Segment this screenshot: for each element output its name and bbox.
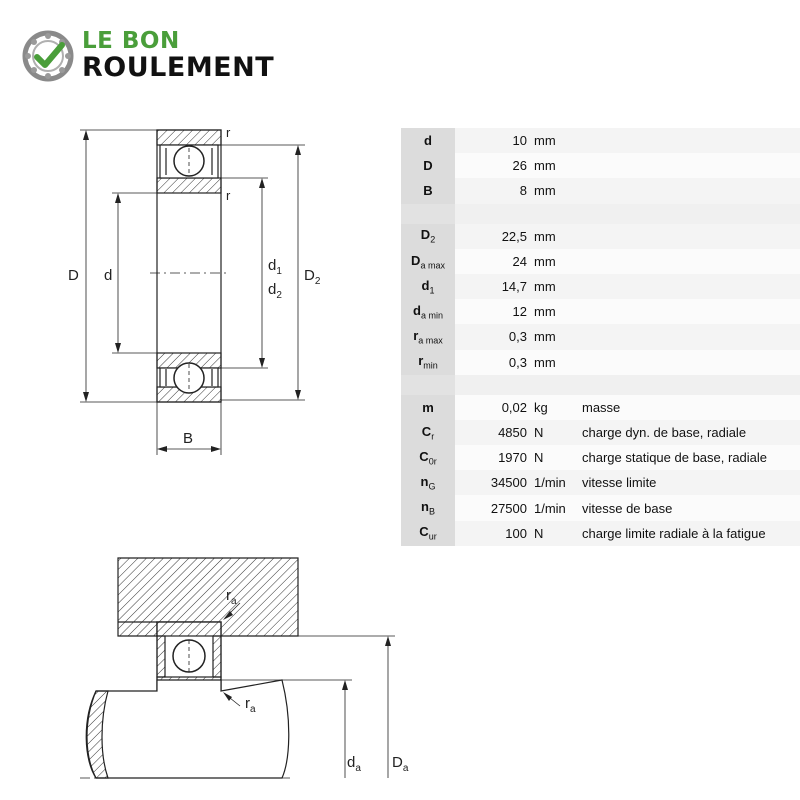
- label-d: d: [104, 267, 113, 284]
- group-separator: [401, 204, 800, 224]
- spec-value: 4850: [455, 420, 531, 445]
- spec-unit: mm: [531, 178, 576, 203]
- spec-symbol-sub: a max: [418, 335, 443, 346]
- spec-symbol: [401, 470, 455, 495]
- spec-symbol: [401, 128, 455, 153]
- spec-description: [576, 153, 800, 178]
- spec-description: [576, 350, 800, 375]
- spec-value: 1970: [455, 445, 531, 470]
- spec-symbol-main: C: [421, 423, 432, 439]
- spec-symbol-main: d: [413, 302, 421, 318]
- spec-value: 0,3: [455, 324, 531, 349]
- spec-symbol-sub: G: [428, 481, 436, 492]
- spec-description: masse: [576, 395, 800, 420]
- spec-row: [401, 324, 800, 349]
- spec-symbol: [401, 224, 455, 249]
- label-d1: $d_1$: [268, 257, 282, 277]
- spec-symbol: [401, 274, 455, 299]
- spec-symbol-main: n: [420, 474, 429, 490]
- spec-row: [401, 445, 800, 470]
- label-ra-top: $r_a$: [226, 587, 237, 607]
- label-Da: $D_a$: [392, 754, 409, 774]
- spec-value: 10: [455, 128, 531, 153]
- spec-unit: mm: [531, 299, 576, 324]
- label-ra-bottom: $r_a$: [245, 695, 256, 715]
- spec-description: [576, 178, 800, 203]
- label-r-inner: r: [226, 188, 231, 203]
- spec-symbol-main: D: [411, 252, 421, 268]
- spec-unit: mm: [531, 324, 576, 349]
- spec-row: [401, 178, 800, 203]
- spec-symbol-sub: a max: [420, 260, 445, 271]
- specifications-table: [401, 128, 800, 546]
- spec-unit: 1/min: [531, 495, 576, 520]
- spec-symbol-main: C: [419, 448, 429, 464]
- label-B: B: [183, 430, 194, 447]
- spec-symbol-sub: r: [431, 431, 435, 442]
- spec-symbol-main: d: [421, 277, 430, 293]
- spec-value: 34500: [455, 470, 531, 495]
- spec-row: [401, 224, 800, 249]
- spec-unit: kg: [531, 395, 576, 420]
- label-da: $d_a$: [347, 754, 361, 774]
- spec-row: [401, 274, 800, 299]
- spec-symbol-sub: a min: [420, 310, 443, 321]
- spec-description: [576, 224, 800, 249]
- spec-row: [401, 128, 800, 153]
- spec-unit: N: [531, 420, 576, 445]
- spec-symbol: [401, 420, 455, 445]
- spec-row: [401, 395, 800, 420]
- spec-unit: mm: [531, 224, 576, 249]
- spec-description: [576, 249, 800, 274]
- label-r-top: r: [226, 125, 231, 140]
- spec-value: 8: [455, 178, 531, 203]
- spec-row: [401, 249, 800, 274]
- spec-description: [576, 274, 800, 299]
- spec-symbol-sub: 1: [429, 285, 435, 296]
- spec-value: 24: [455, 249, 531, 274]
- brand-line2: ROULEMENT: [82, 52, 275, 83]
- spec-row: [401, 521, 800, 546]
- spec-symbol-sub: B: [428, 506, 435, 517]
- spec-value: 100: [455, 521, 531, 546]
- spec-value: 0,3: [455, 350, 531, 375]
- spec-value: 27500: [455, 495, 531, 520]
- spec-symbol-main: C: [419, 524, 429, 540]
- spec-symbol-sub: 2: [430, 234, 436, 245]
- brand-line1: LE BON: [82, 28, 180, 54]
- spec-symbol-main: D: [423, 158, 433, 174]
- spec-description: [576, 324, 800, 349]
- spec-symbol: [401, 178, 455, 203]
- spec-symbol-sub: 0r: [428, 456, 437, 467]
- spec-unit: mm: [531, 128, 576, 153]
- spec-symbol: [401, 495, 455, 520]
- spec-unit: mm: [531, 350, 576, 375]
- spec-value: 12: [455, 299, 531, 324]
- spec-row: [401, 350, 800, 375]
- spec-symbol: [401, 299, 455, 324]
- spec-value: 26: [455, 153, 531, 178]
- spec-symbol-main: m: [422, 399, 434, 415]
- spec-unit: mm: [531, 249, 576, 274]
- spec-row: [401, 153, 800, 178]
- spec-symbol-main: n: [421, 499, 429, 515]
- specifications-body: [401, 128, 800, 546]
- spec-row: [401, 299, 800, 324]
- spec-unit: N: [531, 445, 576, 470]
- spec-description: vitesse de base: [576, 495, 800, 520]
- spec-unit: mm: [531, 274, 576, 299]
- spec-description: vitesse limite: [576, 470, 800, 495]
- spec-unit: N: [531, 521, 576, 546]
- spec-value: 22,5: [455, 224, 531, 249]
- spec-symbol-main: D: [420, 227, 431, 243]
- spec-symbol: [401, 350, 455, 375]
- spec-unit: 1/min: [531, 470, 576, 495]
- spec-symbol: [401, 153, 455, 178]
- spec-description: [576, 299, 800, 324]
- spec-description: charge statique de base, radiale: [576, 445, 800, 470]
- spec-symbol-sub: ur: [428, 532, 437, 543]
- spec-symbol-main: d: [424, 133, 432, 149]
- spec-value: 0,02: [455, 395, 531, 420]
- spec-symbol-sub: min: [423, 360, 438, 371]
- spec-description: charge limite radiale à la fatigue: [576, 521, 800, 546]
- spec-symbol: [401, 324, 455, 349]
- spec-row: [401, 470, 800, 495]
- mounting-drawing: [80, 558, 395, 778]
- spec-symbol: [401, 445, 455, 470]
- spec-symbol: [401, 521, 455, 546]
- spec-row: [401, 495, 800, 520]
- spec-description: charge dyn. de base, radiale: [576, 420, 800, 445]
- spec-symbol: [401, 249, 455, 274]
- group-separator: [401, 375, 800, 395]
- spec-symbol-main: B: [423, 183, 433, 199]
- spec-row: [401, 420, 800, 445]
- spec-symbol-main: r: [418, 353, 424, 369]
- label-d2: $d_2$: [268, 281, 282, 301]
- spec-symbol: [401, 395, 455, 420]
- label-D: D: [68, 267, 79, 284]
- label-D2: $D_2$: [304, 267, 321, 287]
- spec-description: [576, 128, 800, 153]
- spec-unit: mm: [531, 153, 576, 178]
- spec-symbol-main: r: [413, 328, 419, 344]
- spec-value: 14,7: [455, 274, 531, 299]
